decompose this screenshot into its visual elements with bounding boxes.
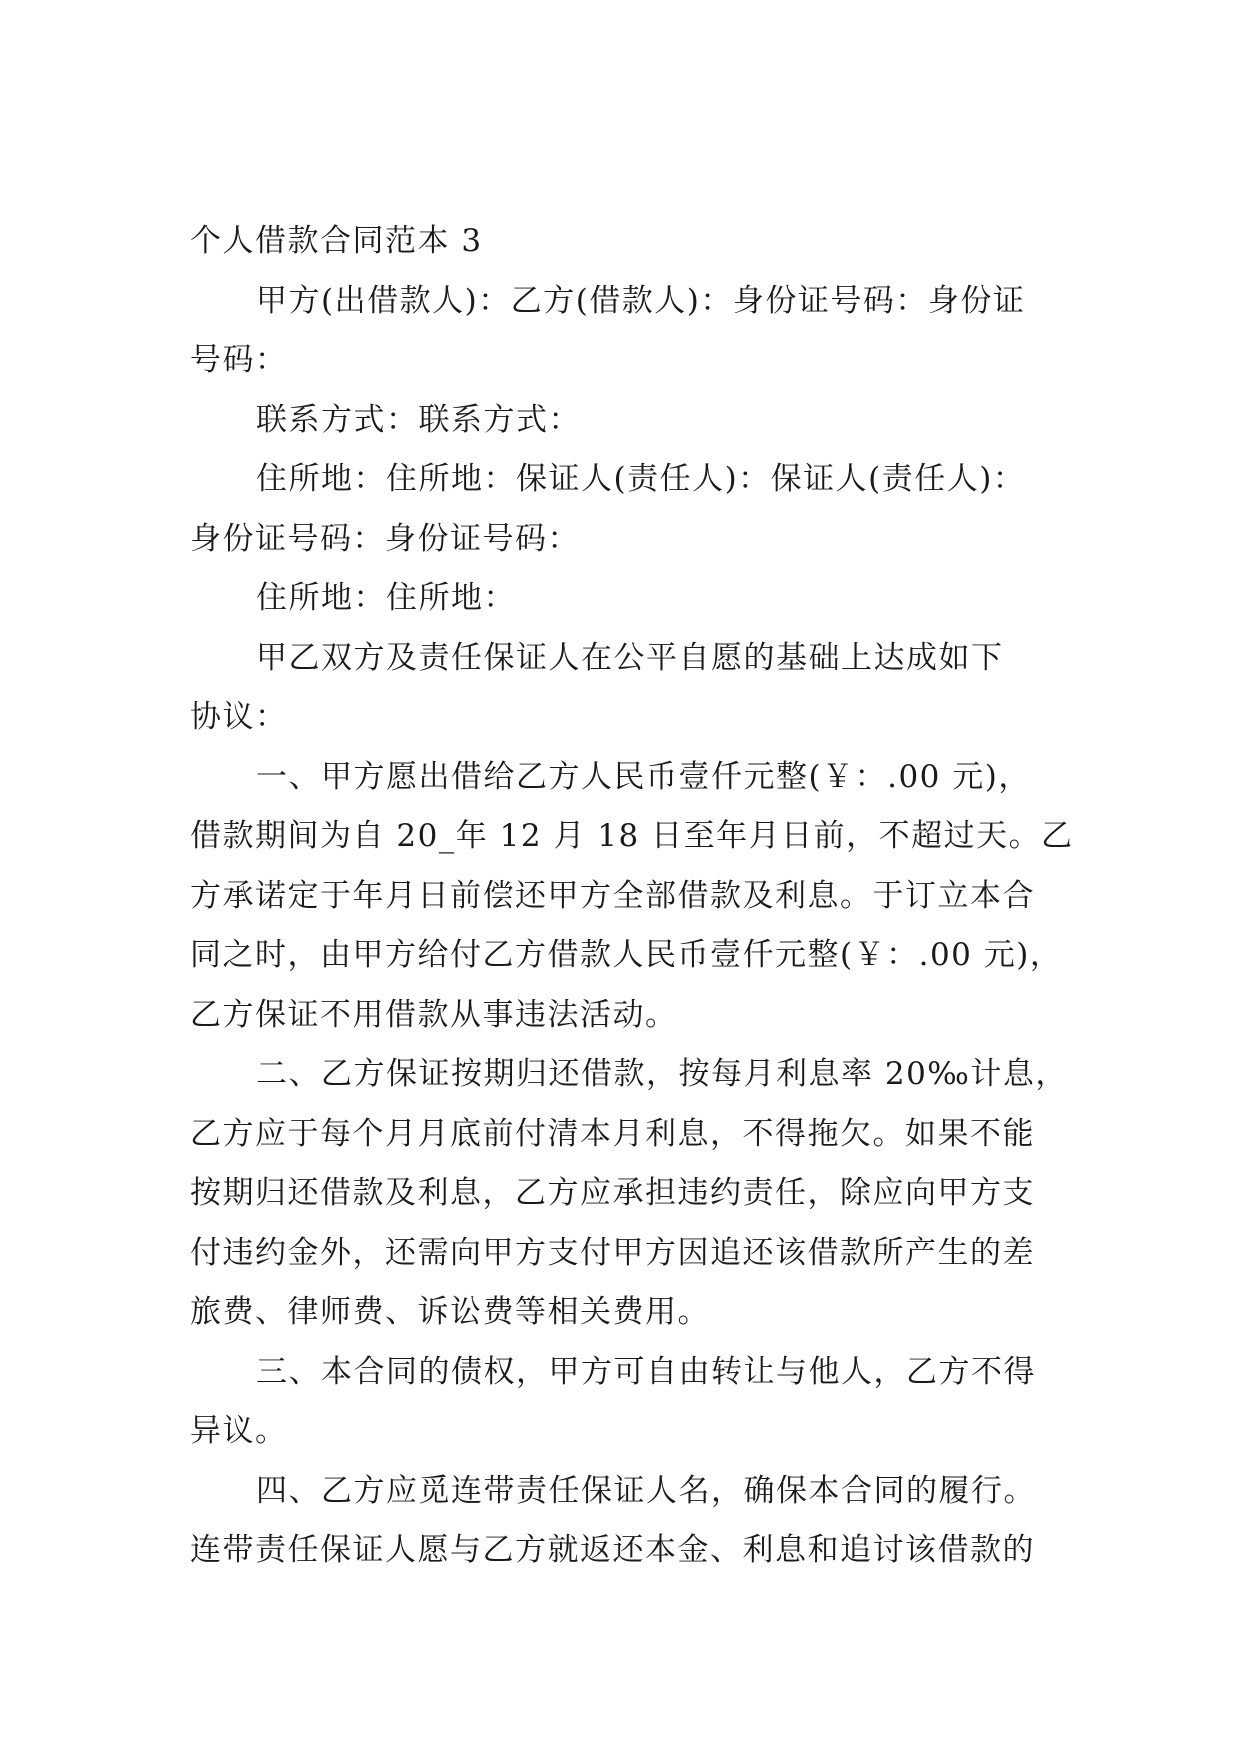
text-line: 乙方应于每个月月底前付清本月利息，不得拖欠。如果不能 xyxy=(190,1115,1035,1152)
text-line: 号码： xyxy=(190,342,288,378)
text-line: 联系方式：联系方式： xyxy=(256,401,581,438)
text-line: 乙方保证不用借款从事违法活动。 xyxy=(190,996,678,1033)
text-line: 付违约金外，还需向甲方支付甲方因追还该借款所产生的差 xyxy=(190,1234,1035,1271)
document-body xyxy=(190,212,1074,1581)
text-line: 连带责任保证人愿与乙方就返还本金、利息和追讨该借款的 xyxy=(190,1532,1035,1568)
text-line: 住所地：住所地： xyxy=(256,580,516,616)
text-line: 二、乙方保证按期归还借款，按每月利息率 20‰计息， xyxy=(256,1056,1068,1092)
text-line: 住所地：住所地：保证人(责任人)：保证人(责任人)： xyxy=(256,461,1026,497)
text-line: 协议： xyxy=(190,699,288,735)
document-title: 个人借款合同范本 3 xyxy=(190,223,483,259)
text-line: 方承诺定于年月日前偿还甲方全部借款及利息。于订立本合 xyxy=(190,877,1035,914)
text-line: 异议。 xyxy=(190,1413,288,1449)
text-line: 三、本合同的债权，甲方可自由转让与他人，乙方不得 xyxy=(256,1353,1036,1390)
text-line: 旅费、律师费、诉讼费等相关费用。 xyxy=(190,1294,710,1330)
text-line: 一、甲方愿出借给乙方人民币壹仟元整(￥：.00 元)， xyxy=(256,758,1031,795)
clause-3 xyxy=(190,1343,1070,1462)
text-line: 甲乙双方及责任保证人在公平自愿的基础上达成如下 xyxy=(256,639,1004,676)
paragraph-contact xyxy=(190,391,1070,451)
paragraph-address xyxy=(190,569,1070,629)
clause-1 xyxy=(190,748,1074,1046)
text-line: 四、乙方应觅连带责任保证人名，确保本合同的履行。 xyxy=(256,1472,1036,1509)
text-line: 同之时，由甲方给付乙方借款人民币壹仟元整(￥：.00 元)， xyxy=(190,937,1063,973)
paragraph-preamble xyxy=(190,629,1070,748)
clause-4 xyxy=(190,1462,1070,1581)
text-line: 甲方(出借款人)：乙方(借款人)：身份证号码：身份证 xyxy=(256,282,1026,319)
paragraph-address-guarantor xyxy=(190,450,1070,569)
clause-2 xyxy=(190,1045,1070,1343)
text-line: 借款期间为自 20_年 12 月 18 日至年月日前，不超过天。乙 xyxy=(190,818,1074,854)
paragraph-parties xyxy=(190,272,1070,391)
text-line: 按期归还借款及利息，乙方应承担违约责任，除应向甲方支 xyxy=(190,1175,1035,1211)
text-line: 身份证号码：身份证号码： xyxy=(190,520,580,557)
